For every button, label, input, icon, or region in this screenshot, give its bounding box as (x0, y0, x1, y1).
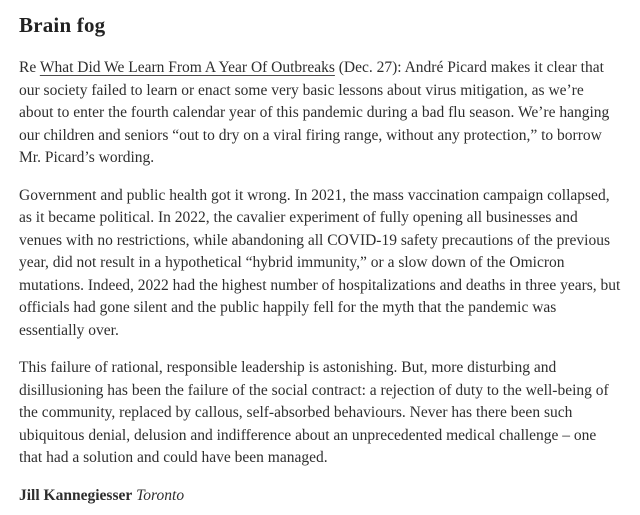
letter-title: Brain fog (19, 13, 106, 37)
letter-signature (19, 485, 621, 508)
paragraph-1-text: (Dec. 27): André Picard makes it clear that our society failed to learn or enact some very basic lessons about virus mitigation, as we’re about to enter the fourth calendar year of this pandemic during a bad flu season. We’re hanging our children and seniors “out to dry on a viral firing range, without any protection,” to borrow Mr. Picard’s wording. (19, 59, 610, 166)
author-name: Jill Kannegiesser (19, 486, 133, 504)
referenced-article-link[interactable]: What Did We Learn From A Year Of Outbreaks (39, 59, 335, 76)
reference-prefix: Re (19, 59, 40, 76)
letter-paragraph-2: Government and public health got it wrong. In 2021, the mass vaccination campaign collapsed, as it became political. In 2022, the cavalier experiment of fully opening all businesses and venues with no restrictions, while abandoning all COVID-19 safety precautions of the previous year, did not result in a hypothetical “hybrid immunity,” or a slow down of the Omicron mutations. Indeed, 2022 had the highest number of hospitalizations and deaths in three years, but officials had gone silent and the public happily fell for the myth that the pandemic was essentially over. (19, 186, 621, 339)
letter-paragraph-3: This failure of rational, responsible leadership is astonishing. But, more disturbing and disillusioning has been the failure of the social contract: a rejection of duty to the well-being of the community, replaced by callous, self-absorbed behaviours. Never has there been such ubiquitous denial, delusion and indifference about an unprecedented medical challenge – one that had a solution and could have been managed. (19, 359, 609, 466)
author-location: Toronto (136, 486, 185, 504)
letter-paragraph-1 (19, 57, 621, 170)
